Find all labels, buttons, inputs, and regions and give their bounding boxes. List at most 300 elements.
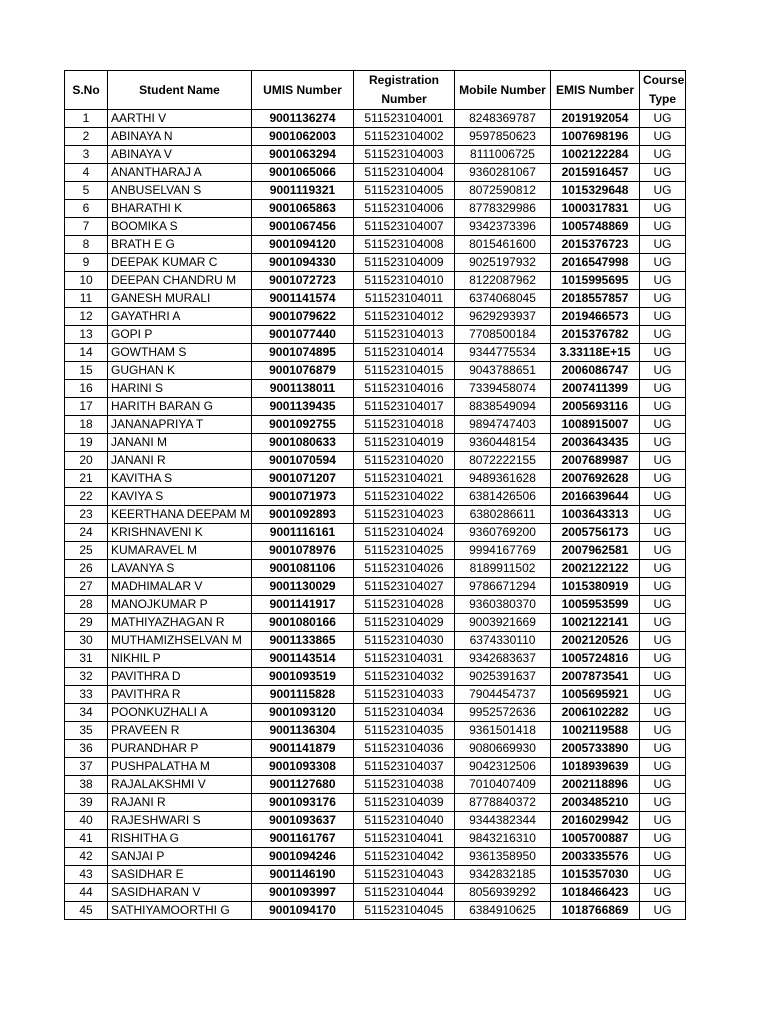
cell-emis-number: 1005953599	[551, 596, 640, 614]
table-row	[65, 830, 686, 848]
cell-registration-number: 511523104028	[354, 596, 455, 614]
cell-mobile-number: 9344382344	[455, 812, 551, 830]
cell-umis-number: 9001071973	[252, 488, 354, 506]
cell-student-name: PURANDHAR P	[108, 740, 252, 758]
table-row	[65, 758, 686, 776]
cell-mobile-number: 9360380370	[455, 596, 551, 614]
cell-umis-number: 9001063294	[252, 146, 354, 164]
table-row	[65, 434, 686, 452]
cell-course-type: UG	[640, 326, 686, 344]
cell-sno: 35	[65, 722, 108, 740]
cell-emis-number: 1018939639	[551, 758, 640, 776]
cell-registration-number: 511523104022	[354, 488, 455, 506]
cell-mobile-number: 8072590812	[455, 182, 551, 200]
cell-umis-number: 9001116161	[252, 524, 354, 542]
header-mobile-number: Mobile Number	[455, 71, 551, 110]
cell-course-type: UG	[640, 776, 686, 794]
cell-emis-number: 2007873541	[551, 668, 640, 686]
cell-emis-number: 2015376723	[551, 236, 640, 254]
cell-registration-number: 511523104015	[354, 362, 455, 380]
cell-student-name: ABINAYA V	[108, 146, 252, 164]
cell-student-name: DEEPAN CHANDRU M	[108, 272, 252, 290]
cell-student-name: SASIDHAR E	[108, 866, 252, 884]
cell-mobile-number: 9342373396	[455, 218, 551, 236]
cell-course-type: UG	[640, 830, 686, 848]
cell-registration-number: 511523104007	[354, 218, 455, 236]
cell-sno: 24	[65, 524, 108, 542]
cell-umis-number: 9001094330	[252, 254, 354, 272]
cell-student-name: GOPI P	[108, 326, 252, 344]
cell-sno: 43	[65, 866, 108, 884]
cell-umis-number: 9001092893	[252, 506, 354, 524]
table-row	[65, 794, 686, 812]
cell-mobile-number: 9043788651	[455, 362, 551, 380]
cell-sno: 9	[65, 254, 108, 272]
table-row	[65, 812, 686, 830]
cell-mobile-number: 9894747403	[455, 416, 551, 434]
table-row	[65, 704, 686, 722]
cell-registration-number: 511523104009	[354, 254, 455, 272]
cell-sno: 16	[65, 380, 108, 398]
cell-student-name: GANESH MURALI	[108, 290, 252, 308]
cell-umis-number: 9001133865	[252, 632, 354, 650]
cell-student-name: SASIDHARAN V	[108, 884, 252, 902]
cell-emis-number: 2005733890	[551, 740, 640, 758]
cell-registration-number: 511523104005	[354, 182, 455, 200]
cell-emis-number: 2006086747	[551, 362, 640, 380]
cell-student-name: HARINI S	[108, 380, 252, 398]
cell-course-type: UG	[640, 722, 686, 740]
cell-registration-number: 511523104023	[354, 506, 455, 524]
cell-emis-number: 2003643435	[551, 434, 640, 452]
cell-mobile-number: 9489361628	[455, 470, 551, 488]
table-row	[65, 776, 686, 794]
cell-umis-number: 9001070594	[252, 452, 354, 470]
cell-sno: 36	[65, 740, 108, 758]
cell-student-name: AARTHI V	[108, 110, 252, 128]
table-row	[65, 902, 686, 920]
cell-course-type: UG	[640, 416, 686, 434]
cell-sno: 45	[65, 902, 108, 920]
cell-mobile-number: 7708500184	[455, 326, 551, 344]
cell-sno: 20	[65, 452, 108, 470]
cell-mobile-number: 8248369787	[455, 110, 551, 128]
cell-mobile-number: 8015461600	[455, 236, 551, 254]
cell-student-name: JANANI M	[108, 434, 252, 452]
cell-emis-number: 2015376782	[551, 326, 640, 344]
cell-emis-number: 1018466423	[551, 884, 640, 902]
table-row	[65, 470, 686, 488]
cell-emis-number: 2006102282	[551, 704, 640, 722]
cell-emis-number: 2007962581	[551, 542, 640, 560]
cell-registration-number: 511523104043	[354, 866, 455, 884]
cell-course-type: UG	[640, 362, 686, 380]
cell-course-type: UG	[640, 866, 686, 884]
cell-student-name: MATHIYAZHAGAN R	[108, 614, 252, 632]
cell-umis-number: 9001074895	[252, 344, 354, 362]
cell-mobile-number: 9360281067	[455, 164, 551, 182]
cell-emis-number: 1005700887	[551, 830, 640, 848]
cell-course-type: UG	[640, 236, 686, 254]
cell-umis-number: 9001094170	[252, 902, 354, 920]
cell-course-type: UG	[640, 596, 686, 614]
table-row	[65, 236, 686, 254]
header-emis-number: EMIS Number	[551, 71, 640, 110]
cell-course-type: UG	[640, 650, 686, 668]
cell-mobile-number: 7010407409	[455, 776, 551, 794]
cell-mobile-number: 9994167769	[455, 542, 551, 560]
cell-course-type: UG	[640, 668, 686, 686]
cell-emis-number: 2005693116	[551, 398, 640, 416]
cell-registration-number: 511523104034	[354, 704, 455, 722]
cell-sno: 26	[65, 560, 108, 578]
cell-student-name: KAVITHA S	[108, 470, 252, 488]
cell-mobile-number: 9025391637	[455, 668, 551, 686]
cell-umis-number: 9001141917	[252, 596, 354, 614]
cell-course-type: UG	[640, 128, 686, 146]
cell-sno: 40	[65, 812, 108, 830]
cell-student-name: SATHIYAMOORTHI G	[108, 902, 252, 920]
cell-umis-number: 9001062003	[252, 128, 354, 146]
cell-mobile-number: 8072222155	[455, 452, 551, 470]
cell-emis-number: 1015995695	[551, 272, 640, 290]
cell-course-type: UG	[640, 884, 686, 902]
cell-mobile-number: 9629293937	[455, 308, 551, 326]
cell-sno: 31	[65, 650, 108, 668]
cell-course-type: UG	[640, 470, 686, 488]
cell-mobile-number: 8189911502	[455, 560, 551, 578]
cell-umis-number: 9001139435	[252, 398, 354, 416]
cell-sno: 27	[65, 578, 108, 596]
table-row	[65, 488, 686, 506]
cell-umis-number: 9001094246	[252, 848, 354, 866]
cell-registration-number: 511523104013	[354, 326, 455, 344]
cell-mobile-number: 8056939292	[455, 884, 551, 902]
cell-umis-number: 9001067456	[252, 218, 354, 236]
cell-student-name: MUTHAMIZHSELVAN M	[108, 632, 252, 650]
table-row	[65, 884, 686, 902]
cell-emis-number: 2018557857	[551, 290, 640, 308]
cell-umis-number: 9001136304	[252, 722, 354, 740]
cell-sno: 37	[65, 758, 108, 776]
cell-mobile-number: 6381426506	[455, 488, 551, 506]
cell-emis-number: 1002119588	[551, 722, 640, 740]
cell-sno: 42	[65, 848, 108, 866]
cell-sno: 28	[65, 596, 108, 614]
cell-student-name: KAVIYA S	[108, 488, 252, 506]
cell-mobile-number: 9003921669	[455, 614, 551, 632]
table-row	[65, 848, 686, 866]
cell-umis-number: 9001130029	[252, 578, 354, 596]
cell-emis-number: 1015329648	[551, 182, 640, 200]
cell-course-type: UG	[640, 398, 686, 416]
table-row	[65, 614, 686, 632]
cell-registration-number: 511523104045	[354, 902, 455, 920]
cell-emis-number: 2002122122	[551, 560, 640, 578]
header-row	[65, 71, 686, 110]
cell-sno: 38	[65, 776, 108, 794]
cell-sno: 7	[65, 218, 108, 236]
cell-sno: 18	[65, 416, 108, 434]
table-row	[65, 326, 686, 344]
cell-emis-number: 2019192054	[551, 110, 640, 128]
header-registration-number: Registration Number	[354, 71, 455, 110]
cell-mobile-number: 9360769200	[455, 524, 551, 542]
cell-sno: 25	[65, 542, 108, 560]
cell-student-name: RAJALAKSHMI V	[108, 776, 252, 794]
cell-umis-number: 9001146190	[252, 866, 354, 884]
cell-umis-number: 9001141574	[252, 290, 354, 308]
table-row	[65, 416, 686, 434]
student-roster-table	[64, 70, 686, 920]
cell-sno: 11	[65, 290, 108, 308]
cell-umis-number: 9001093519	[252, 668, 354, 686]
cell-course-type: UG	[640, 758, 686, 776]
cell-course-type: UG	[640, 614, 686, 632]
cell-course-type: UG	[640, 200, 686, 218]
cell-emis-number: 1018766869	[551, 902, 640, 920]
table-row	[65, 182, 686, 200]
cell-student-name: RAJANI R	[108, 794, 252, 812]
cell-sno: 8	[65, 236, 108, 254]
cell-registration-number: 511523104041	[354, 830, 455, 848]
cell-registration-number: 511523104019	[354, 434, 455, 452]
cell-course-type: UG	[640, 542, 686, 560]
cell-course-type: UG	[640, 704, 686, 722]
cell-umis-number: 9001071207	[252, 470, 354, 488]
cell-mobile-number: 6374330110	[455, 632, 551, 650]
cell-sno: 15	[65, 362, 108, 380]
cell-student-name: MADHIMALAR V	[108, 578, 252, 596]
cell-course-type: UG	[640, 506, 686, 524]
cell-sno: 41	[65, 830, 108, 848]
cell-mobile-number: 9042312506	[455, 758, 551, 776]
cell-mobile-number: 7339458074	[455, 380, 551, 398]
cell-umis-number: 9001093308	[252, 758, 354, 776]
table-row	[65, 740, 686, 758]
cell-student-name: MANOJKUMAR P	[108, 596, 252, 614]
cell-student-name: PUSHPALATHA M	[108, 758, 252, 776]
cell-mobile-number: 9361358950	[455, 848, 551, 866]
cell-registration-number: 511523104006	[354, 200, 455, 218]
cell-student-name: ABINAYA N	[108, 128, 252, 146]
cell-sno: 12	[65, 308, 108, 326]
cell-course-type: UG	[640, 740, 686, 758]
cell-emis-number: 1005695921	[551, 686, 640, 704]
cell-course-type: UG	[640, 632, 686, 650]
cell-student-name: BRATH E G	[108, 236, 252, 254]
cell-mobile-number: 8838549094	[455, 398, 551, 416]
cell-mobile-number: 9344775534	[455, 344, 551, 362]
cell-sno: 44	[65, 884, 108, 902]
cell-mobile-number: 9342683637	[455, 650, 551, 668]
cell-course-type: UG	[640, 164, 686, 182]
cell-umis-number: 9001136274	[252, 110, 354, 128]
cell-umis-number: 9001115828	[252, 686, 354, 704]
cell-mobile-number: 9786671294	[455, 578, 551, 596]
cell-umis-number: 9001080633	[252, 434, 354, 452]
table-row	[65, 272, 686, 290]
table-row	[65, 128, 686, 146]
cell-umis-number: 9001127680	[252, 776, 354, 794]
table-row	[65, 722, 686, 740]
cell-registration-number: 511523104016	[354, 380, 455, 398]
cell-umis-number: 9001161767	[252, 830, 354, 848]
cell-student-name: JANANI R	[108, 452, 252, 470]
cell-student-name: BOOMIKA S	[108, 218, 252, 236]
cell-sno: 6	[65, 200, 108, 218]
cell-course-type: UG	[640, 578, 686, 596]
cell-sno: 3	[65, 146, 108, 164]
cell-course-type: UG	[640, 560, 686, 578]
table-row	[65, 578, 686, 596]
cell-sno: 10	[65, 272, 108, 290]
cell-umis-number: 9001093120	[252, 704, 354, 722]
cell-registration-number: 511523104017	[354, 398, 455, 416]
cell-course-type: UG	[640, 812, 686, 830]
cell-sno: 32	[65, 668, 108, 686]
table-row	[65, 668, 686, 686]
cell-emis-number: 2019466573	[551, 308, 640, 326]
cell-course-type: UG	[640, 272, 686, 290]
cell-course-type: UG	[640, 344, 686, 362]
cell-course-type: UG	[640, 452, 686, 470]
cell-course-type: UG	[640, 254, 686, 272]
cell-sno: 13	[65, 326, 108, 344]
cell-umis-number: 9001065066	[252, 164, 354, 182]
header-course-type: Course Type	[640, 71, 686, 110]
cell-umis-number: 9001077440	[252, 326, 354, 344]
cell-emis-number: 2007411399	[551, 380, 640, 398]
cell-student-name: RISHITHA G	[108, 830, 252, 848]
cell-umis-number: 9001076879	[252, 362, 354, 380]
cell-sno: 30	[65, 632, 108, 650]
cell-student-name: LAVANYA S	[108, 560, 252, 578]
table-row	[65, 254, 686, 272]
cell-sno: 22	[65, 488, 108, 506]
cell-student-name: JANANAPRIYA T	[108, 416, 252, 434]
cell-registration-number: 511523104027	[354, 578, 455, 596]
cell-registration-number: 511523104025	[354, 542, 455, 560]
cell-registration-number: 511523104036	[354, 740, 455, 758]
cell-registration-number: 511523104010	[354, 272, 455, 290]
cell-student-name: DEEPAK KUMAR C	[108, 254, 252, 272]
cell-registration-number: 511523104020	[354, 452, 455, 470]
cell-student-name: ANBUSELVAN S	[108, 182, 252, 200]
cell-registration-number: 511523104014	[354, 344, 455, 362]
cell-registration-number: 511523104035	[354, 722, 455, 740]
cell-mobile-number: 9025197932	[455, 254, 551, 272]
cell-student-name: PAVITHRA D	[108, 668, 252, 686]
cell-course-type: UG	[640, 794, 686, 812]
table-row	[65, 218, 686, 236]
table-row	[65, 110, 686, 128]
cell-registration-number: 511523104001	[354, 110, 455, 128]
cell-sno: 21	[65, 470, 108, 488]
cell-registration-number: 511523104032	[354, 668, 455, 686]
cell-emis-number: 2016547998	[551, 254, 640, 272]
cell-emis-number: 2015916457	[551, 164, 640, 182]
table-row	[65, 290, 686, 308]
cell-student-name: PAVITHRA R	[108, 686, 252, 704]
cell-course-type: UG	[640, 380, 686, 398]
table-body	[65, 110, 686, 920]
cell-umis-number: 9001079622	[252, 308, 354, 326]
cell-student-name: ANANTHARAJ A	[108, 164, 252, 182]
cell-course-type: UG	[640, 848, 686, 866]
cell-sno: 23	[65, 506, 108, 524]
table-row	[65, 344, 686, 362]
cell-registration-number: 511523104039	[354, 794, 455, 812]
cell-registration-number: 511523104008	[354, 236, 455, 254]
cell-mobile-number: 7904454737	[455, 686, 551, 704]
table-row	[65, 200, 686, 218]
cell-umis-number: 9001072723	[252, 272, 354, 290]
cell-mobile-number: 9843216310	[455, 830, 551, 848]
cell-emis-number: 1015357030	[551, 866, 640, 884]
table-row	[65, 542, 686, 560]
cell-sno: 17	[65, 398, 108, 416]
cell-student-name: NIKHIL P	[108, 650, 252, 668]
cell-umis-number: 9001093637	[252, 812, 354, 830]
cell-course-type: UG	[640, 488, 686, 506]
cell-registration-number: 511523104012	[354, 308, 455, 326]
table-row	[65, 308, 686, 326]
cell-student-name: SANJAI P	[108, 848, 252, 866]
cell-registration-number: 511523104040	[354, 812, 455, 830]
cell-umis-number: 9001094120	[252, 236, 354, 254]
table-row	[65, 146, 686, 164]
cell-course-type: UG	[640, 902, 686, 920]
cell-emis-number: 1008915007	[551, 416, 640, 434]
cell-emis-number: 2002118896	[551, 776, 640, 794]
cell-course-type: UG	[640, 686, 686, 704]
cell-course-type: UG	[640, 182, 686, 200]
cell-registration-number: 511523104004	[354, 164, 455, 182]
table-row	[65, 452, 686, 470]
cell-student-name: HARITH BARAN G	[108, 398, 252, 416]
header-student-name: Student Name	[108, 71, 252, 110]
cell-mobile-number: 9952572636	[455, 704, 551, 722]
cell-course-type: UG	[640, 524, 686, 542]
cell-sno: 34	[65, 704, 108, 722]
cell-sno: 1	[65, 110, 108, 128]
cell-umis-number: 9001141879	[252, 740, 354, 758]
cell-student-name: BHARATHI K	[108, 200, 252, 218]
cell-umis-number: 9001143514	[252, 650, 354, 668]
cell-registration-number: 511523104029	[354, 614, 455, 632]
cell-student-name: KUMARAVEL M	[108, 542, 252, 560]
cell-student-name: RAJESHWARI S	[108, 812, 252, 830]
table-row	[65, 632, 686, 650]
cell-mobile-number: 6374068045	[455, 290, 551, 308]
cell-emis-number: 3.33118E+15	[551, 344, 640, 362]
cell-student-name: GOWTHAM S	[108, 344, 252, 362]
cell-mobile-number: 8778840372	[455, 794, 551, 812]
cell-course-type: UG	[640, 110, 686, 128]
header-sno: S.No	[65, 71, 108, 110]
cell-mobile-number: 9360448154	[455, 434, 551, 452]
cell-emis-number: 1005748869	[551, 218, 640, 236]
cell-emis-number: 2007692628	[551, 470, 640, 488]
cell-emis-number: 1007698196	[551, 128, 640, 146]
cell-mobile-number: 9597850623	[455, 128, 551, 146]
table-row	[65, 686, 686, 704]
cell-student-name: KRISHNAVENI K	[108, 524, 252, 542]
cell-emis-number: 1002122141	[551, 614, 640, 632]
table-row	[65, 560, 686, 578]
cell-umis-number: 9001138011	[252, 380, 354, 398]
